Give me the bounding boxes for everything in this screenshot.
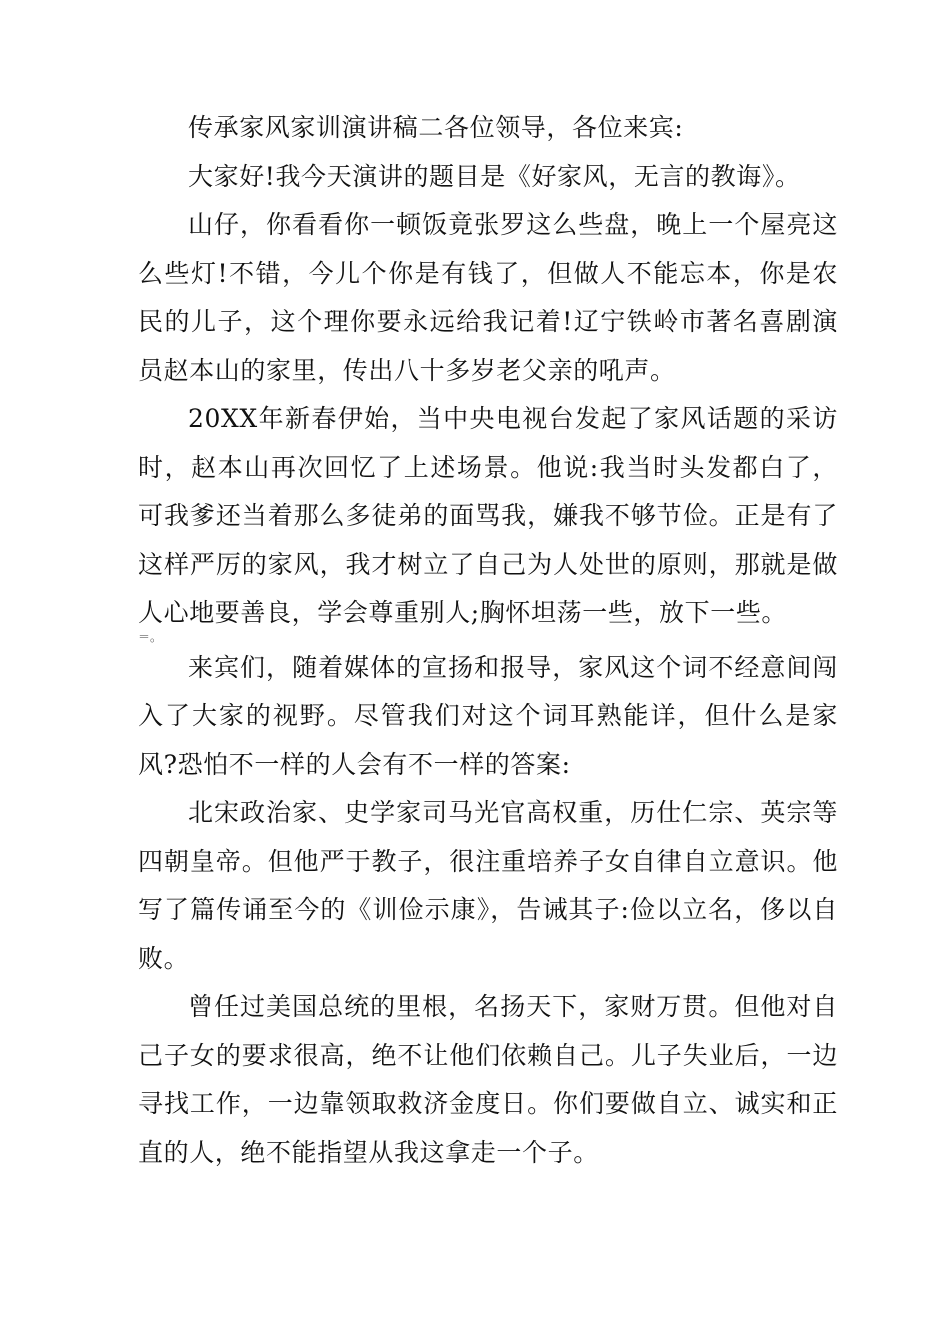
- paragraph-title-greeting: 传承家风家训演讲稿二各位领导，各位来宾:: [188, 113, 684, 142]
- paragraph-zhao-father: 山仔，你看看你一顿饭竟张罗这么些盘，晚上一个屋亮这么些灯!不错，今儿个你是有钱了，但做人不能忘本，你是农民的儿子，这个理你要永远给我记着!辽宁铁岭市著名喜剧演员赵本山的家里，传出八十多岁老父亲的吼声。: [138, 210, 838, 385]
- paragraph-reagan: 曾任过美国总统的里根，名扬天下，家财万贯。但他对自己子女的要求很高，绝不让他们依赖自己。儿子失业后，一边寻找工作，一边靠领取救济金度日。你们要做自立、诚实和正直的人，绝不能指望从我这拿走一个子。: [138, 992, 838, 1167]
- stray-mark: ＝。: [138, 629, 163, 644]
- paragraph-intro: 大家好!我今天演讲的题目是《好家风，无言的教诲》。: [188, 161, 801, 191]
- document-page: [138, 104, 838, 1177]
- paragraph-zhao-recall: 20XX年新春伊始，当中央电视台发起了家风话题的采访时，赵本山再次回忆了上述场景。他说:我当时头发都白了，可我爹还当着那么多徒弟的面骂我，嫌我不够节俭。正是有了这样严厉的家风，我才树立了自己为人处世的原则，那就是做人心地要善良，学会尊重别人;胸怀坦荡一些，放下一些。: [138, 404, 838, 627]
- paragraph-guests: 来宾们，随着媒体的宣扬和报导，家风这个词不经意间闯入了大家的视野。尽管我们对这个词耳熟能详，但什么是家风?恐怕不一样的人会有不一样的答案:: [138, 652, 838, 779]
- paragraph-sima-guang: 北宋政治家、史学家司马光官高权重，历仕仁宗、英宗等四朝皇帝。但他严于教子，很注重培养子女自律自立意识。他写了篇传诵至今的《训俭示康》，告诫其子:俭以立名，侈以自败。: [138, 798, 838, 973]
